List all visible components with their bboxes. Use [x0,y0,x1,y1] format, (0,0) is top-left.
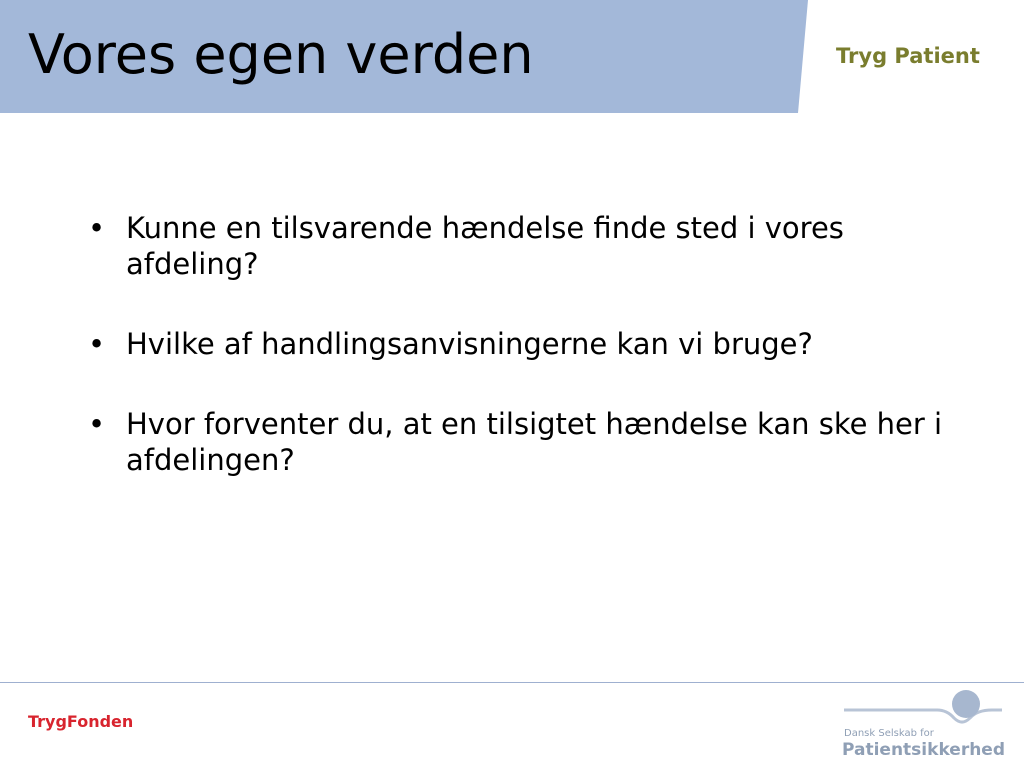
bullet-item [88,406,1006,478]
bullet-text: Hvor forventer du, at en tilsigtet hændelse kan ske her i afdelingen? [126,407,943,477]
bullet-marker: • [88,407,106,441]
bullet-marker: • [88,211,106,245]
slide-title: Vores egen verden [28,23,534,86]
bullet-item [88,210,886,282]
bullet-item [88,326,856,362]
patientsikkerhed-emblem-icon [842,688,1012,728]
title-band [0,0,810,113]
bullet-text: Kunne en tilsvarende hændelse finde sted i vores afdeling? [126,211,844,281]
tryg-patient-logo: Tryg Patient [836,44,980,68]
dsp-logo-line1: Dansk Selskab for [844,728,934,739]
patientsikkerhed-logo [842,688,1012,764]
trygfonden-logo: TrygFonden [28,712,134,731]
dsp-logo-line2: Patientsikkerhed [842,740,1006,760]
bullet-text: Hvilke af handlingsanvisningerne kan vi bruge? [126,327,813,361]
footer-divider [0,682,1024,683]
bullet-marker: • [88,327,106,361]
bullet-list [88,210,968,522]
